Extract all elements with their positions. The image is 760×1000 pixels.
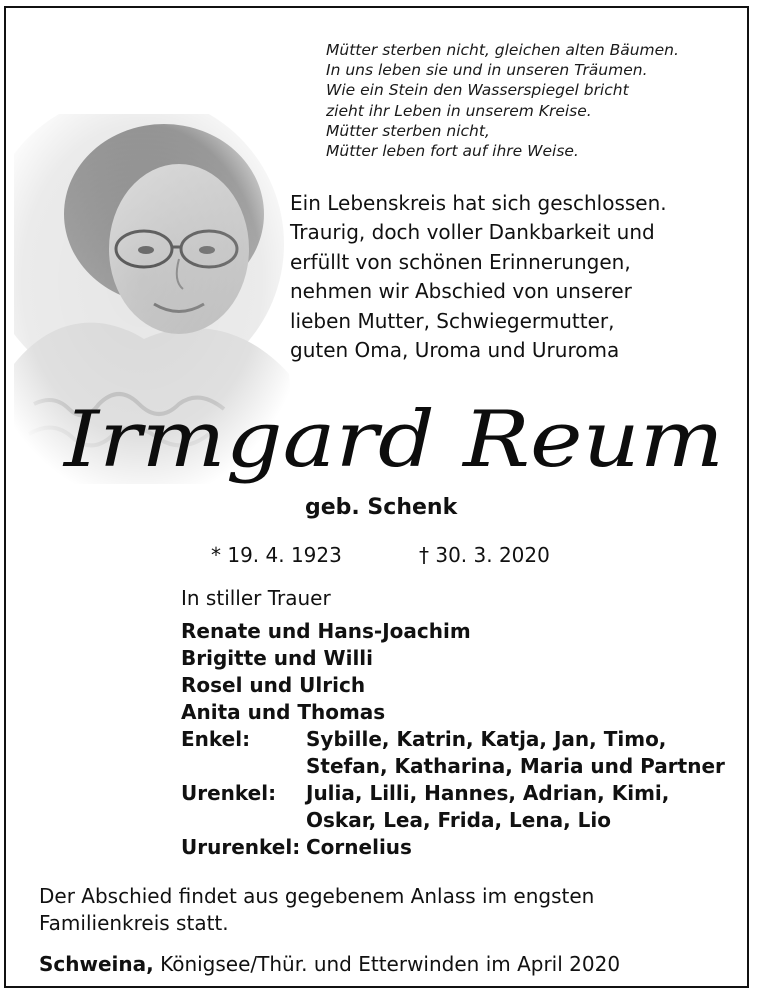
birth-date: * 19. 4. 1923 [211, 543, 342, 567]
intro-text [290, 189, 667, 365]
place-name: Schweina, [39, 952, 154, 976]
mourning-intro: In stiller Trauer [181, 586, 331, 610]
mourner-line: Rosel und Ulrich [181, 673, 366, 697]
intro-line: Ein Lebenskreis hat sich geschlossen. [290, 191, 667, 215]
farewell-notice [39, 883, 594, 937]
grandchildren-line: Sybille, Katrin, Katja, Jan, Timo, [306, 727, 667, 751]
great-great-grandchildren-label: Ururenkel: [181, 835, 301, 859]
birth-name: geb. Schenk [305, 495, 458, 520]
great-grandchildren-line: Oskar, Lea, Frida, Lena, Lio [306, 808, 611, 832]
intro-line: lieben Mutter, Schwiegermutter, [290, 308, 615, 333]
mourner-line: Brigitte und Willi [181, 646, 374, 670]
poem-line: Mütter sterben nicht, gleichen alten Bäumen. [326, 41, 679, 59]
intro-line: guten Oma, Uroma und Ururoma [290, 338, 620, 363]
mourner-line: Renate und Hans-Joachim [181, 619, 471, 643]
great-grandchildren-line: Julia, Lilli, Hannes, Adrian, Kimi, [306, 781, 670, 805]
place-rest: Königsee/Thür. und Etterwinden im April 2020 [153, 952, 621, 976]
death-date: † 30. 3. 2020 [419, 543, 550, 567]
notice-line: Der Abschied findet aus gegebenem Anlass im engsten [39, 884, 595, 908]
place-date-line [39, 952, 620, 976]
poem-line: Mütter sterben nicht, [326, 121, 490, 140]
poem-line: Mütter leben fort auf ihre Weise. [326, 142, 579, 161]
intro-line: Traurig, doch voller Dankbarkeit und [290, 220, 655, 245]
grandchildren-label: Enkel: [181, 727, 251, 751]
deceased-name [54, 388, 734, 498]
poem [326, 40, 679, 161]
obituary-frame [4, 6, 749, 988]
intro-line: erfüllt von schönen Erinnerungen, [290, 249, 631, 274]
poem-line: zieht ihr Leben in unserem Kreise. [326, 101, 592, 120]
deceased-name-text: Irmgard Reum [61, 395, 725, 485]
mourner-line: Anita und Thomas [181, 700, 386, 724]
life-dates [211, 543, 550, 567]
poem-line: In uns leben sie und in unseren Träumen. [326, 61, 648, 80]
great-grandchildren-label: Urenkel: [181, 781, 277, 805]
notice-line: Familienkreis statt. [39, 911, 229, 935]
grandchildren-line: Stefan, Katharina, Maria und Partner [306, 754, 725, 778]
great-great-grandchildren-line: Cornelius [306, 835, 412, 859]
poem-line: Wie ein Stein den Wasserspiegel bricht [326, 81, 629, 100]
intro-line: nehmen wir Abschied von unserer [290, 279, 632, 304]
